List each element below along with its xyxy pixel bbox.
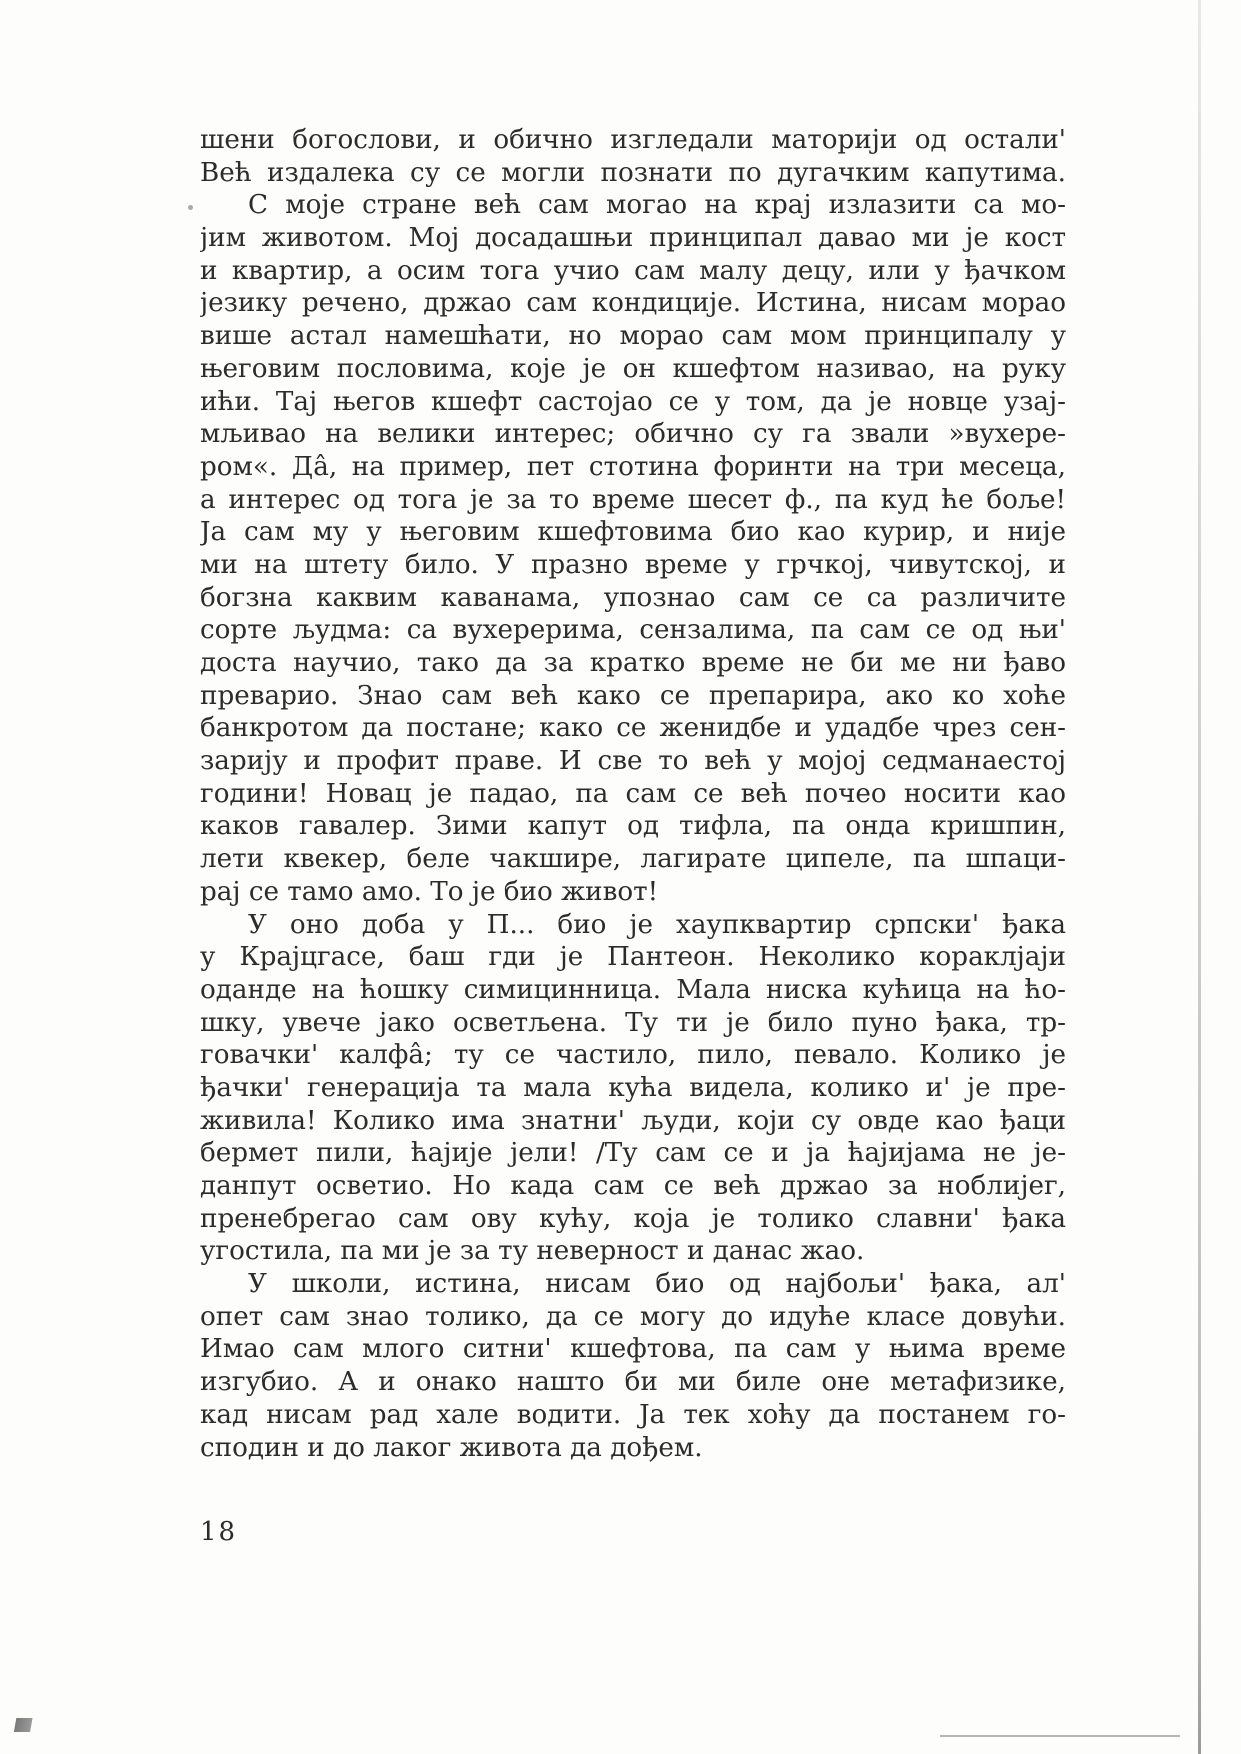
text-line: лети квекер, беле чакшире, лагирате ципеле, па шпаци-: [200, 844, 1066, 875]
page-number: 18: [200, 1517, 238, 1547]
text-line: угостила, па ми је за ту неверност и данас жао.: [200, 1236, 865, 1267]
text-line: доста научио, тако да за кратко време не би ме ни ђаво: [200, 648, 1066, 678]
text-line: шку, увече јако осветљена. Ту ти је било пуно ђака, тр-: [200, 1007, 1066, 1038]
text-line: мљивао на велики интерес; обично су га звали »вухере-: [200, 419, 1066, 450]
text-line: опет сам знао толико, да се могу до идуће класе довући.: [200, 1301, 1066, 1332]
body-text: [200, 124, 1066, 1464]
text-line: изгубио. А и онако нашто би ми биле оне метафизике,: [200, 1367, 1066, 1398]
ink-speck: [188, 205, 193, 210]
text-line: преварио. Знао сам већ како се препарира, ако ко хоће: [200, 680, 1066, 711]
text-line: ром«. Дâ, на пример, пет стотина форинти на три месеца,: [200, 451, 1066, 482]
text-line: ми на штету било. У празно време у грчкој, чивутској, и: [200, 549, 1066, 580]
text-line: живила! Колико има знатни' људи, који су овде као ђаци: [200, 1105, 1066, 1136]
text-line: шени богослови, и обично изгледали маторији од остали': [200, 125, 1066, 155]
text-line: говачки' калфâ; ту се частило, пило, певало. Колико је: [200, 1040, 1066, 1071]
text-line: ићи. Тај његов кшефт састојао се у том, да је новце узај-: [200, 386, 1066, 417]
text-line: години! Новац је падао, па сам се већ почео носити као: [200, 778, 1066, 809]
text-line: У оно доба у П... био је хаупквартир српски' ђака: [248, 909, 1066, 940]
text-line: Ја сам му у његовим кшефтовима био као курир, и није: [200, 517, 1066, 548]
text-line: данпут осветио. Но када сам се већ држао за ноблијег,: [200, 1171, 1066, 1201]
text-line: Већ издалека су се могли познати по дугачким капутима.: [200, 157, 1066, 188]
text-line: зарију и профит праве. И све то већ у мојој седманаестој: [200, 746, 1066, 777]
text-line: У школи, истина, нисам био од најбољи' ђака, ал': [248, 1269, 1066, 1300]
text-line: С моје стране већ сам могао на крај излазити са мо-: [248, 190, 1066, 221]
text-line: оданде на ћошку симицинница. Мала ниска кућица на ћо-: [200, 974, 1066, 1005]
text-line: каков гавалер. Зими капут од тифла, па онда кришпин,: [200, 811, 1066, 842]
text-line: рај се тамо амо. То је био живот!: [200, 876, 659, 907]
text-line: и квартир, а осим тога учио сам малу децу, или у ђачком: [200, 255, 1066, 286]
text-line: јим животом. Мој досадашњи принципал давао ми је кост: [200, 223, 1066, 254]
text-line: кад нисам рад хале водити. Ја тек хоћу да постанем го-: [200, 1399, 1066, 1430]
text-line: богзна каквим каванама, упознао сам се са различите: [200, 582, 1066, 613]
text-line: језику речено, држао сам кондиције. Истина, нисам морао: [200, 288, 1066, 319]
text-line: његовим пословима, које је он кшефтом називао, на руку: [200, 353, 1066, 384]
corner-scan-mark: [4, 1718, 42, 1732]
text-line: пренебрегао сам ову кућу, која је толико славни' ђака: [200, 1203, 1066, 1234]
text-line: сподин и до лаког живота да дођем.: [200, 1432, 703, 1463]
text-line: банкротом да постане; како се женидбе и удадбе чрез сен-: [200, 713, 1066, 744]
text-line: бермет пили, ћајије јели! /Ту сам се и ја ћајијама не је-: [200, 1138, 1066, 1169]
text-line: више астал намешћати, но морао сам мом принципалу у: [200, 321, 1066, 352]
text-line: а интерес од тога је за то време шесет ф., па куд ће боље!: [200, 484, 1066, 515]
text-line: Имао сам млого ситни' кшефтова, па сам у њима време: [200, 1334, 1066, 1365]
page-edge-shadow: [1198, 0, 1201, 1754]
text-line: ђачки' генерација та мала кућа видела, колико и' је пре-: [200, 1072, 1066, 1103]
bottom-edge-shadow: [940, 1735, 1180, 1737]
text-line: сорте људма: са вухерерима, сензалима, па сам се од њи': [200, 615, 1066, 646]
text-line: у Крајцгасе, баш гди је Пантеон. Неколико кораклјаји: [200, 942, 1066, 973]
